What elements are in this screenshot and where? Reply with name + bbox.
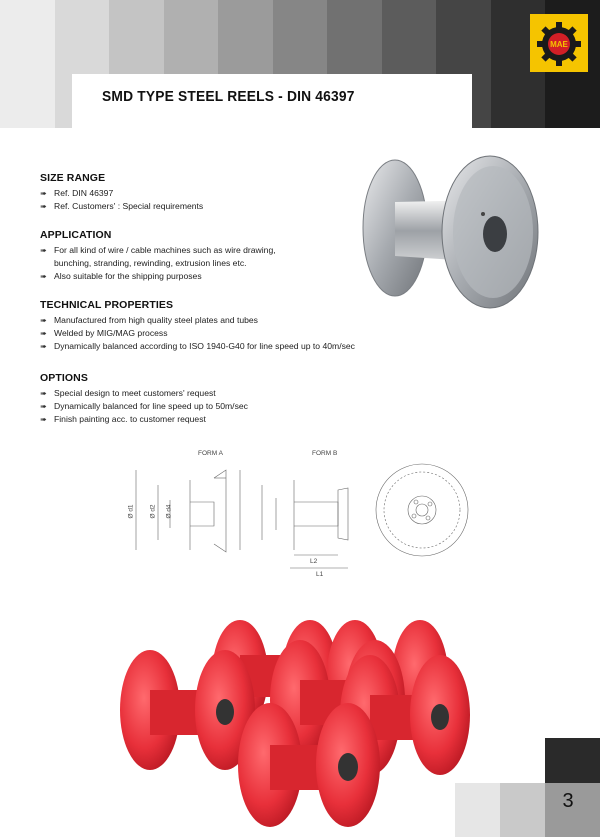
section-title: SIZE RANGE <box>40 172 106 184</box>
dim-d4-label: Ø d4 <box>165 504 173 519</box>
form-a-label: FORM A <box>198 450 223 457</box>
corner-square-dark <box>545 738 600 783</box>
arrow-bullet-icon: ➠ <box>40 246 47 255</box>
list-item: ➠ Welded by MIG/MAG process <box>40 328 168 338</box>
list-item: ➠ Special design to meet customers' request <box>40 388 216 398</box>
page-number: 3 <box>562 790 574 812</box>
arrow-bullet-icon: ➠ <box>40 316 47 325</box>
dim-d2-label: Ø d2 <box>149 504 157 519</box>
arrow-bullet-icon: ➠ <box>40 202 47 211</box>
page-title: SMD TYPE STEEL REELS - DIN 46397 <box>102 88 355 105</box>
section-title: TECHNICAL PROPERTIES <box>40 299 174 311</box>
list-item: ➠ Also suitable for the shipping purposes <box>40 271 202 281</box>
gear-logo-icon <box>530 14 588 72</box>
list-item: ➠ Dynamically balanced according to ISO 1940-G40 for line speed up to 40m/sec <box>40 341 355 351</box>
arrow-bullet-icon: ➠ <box>40 415 47 424</box>
arrow-bullet-icon: ➠ <box>40 189 47 198</box>
dim-d1-label: Ø d1 <box>127 504 135 519</box>
section-options <box>40 372 460 426</box>
svg-text:MAE: MAE <box>550 40 568 49</box>
list-item: ➠ Dynamically balanced for line speed up to 50m/sec <box>40 401 248 411</box>
corner-square-light <box>500 783 545 837</box>
arrow-bullet-icon: ➠ <box>40 389 47 398</box>
arrow-bullet-icon: ➠ <box>40 342 47 351</box>
band-cell <box>0 0 55 128</box>
list-item: ➠ Ref. DIN 46397 <box>40 188 114 198</box>
technical-drawings <box>120 440 480 590</box>
list-item: ➠ Manufactured from high quality steel plates and tubes <box>40 315 258 325</box>
arrow-bullet-icon: ➠ <box>40 272 47 281</box>
drawing-lines <box>120 440 480 590</box>
company-logo <box>530 14 588 72</box>
section-title: OPTIONS <box>40 372 88 384</box>
form-b-label: FORM B <box>312 450 338 457</box>
steel-reel-photo <box>355 150 545 320</box>
section-title: APPLICATION <box>40 229 112 241</box>
red-reels-photo <box>100 605 500 830</box>
dim-l2-label: L2 <box>310 558 318 565</box>
list-item: ➠ Ref. Customers' : Special requirements <box>40 201 204 211</box>
corner-square-lighter <box>455 783 500 837</box>
arrow-bullet-icon: ➠ <box>40 402 47 411</box>
arrow-bullet-icon: ➠ <box>40 329 47 338</box>
list-item: ➠ For all kind of wire / cable machines such as wire drawing, bunching, stranding, rewinding, extrusion lines etc. <box>40 245 276 268</box>
dim-l1-label: L1 <box>316 571 324 578</box>
list-item: ➠ Finish painting acc. to customer request <box>40 414 206 424</box>
